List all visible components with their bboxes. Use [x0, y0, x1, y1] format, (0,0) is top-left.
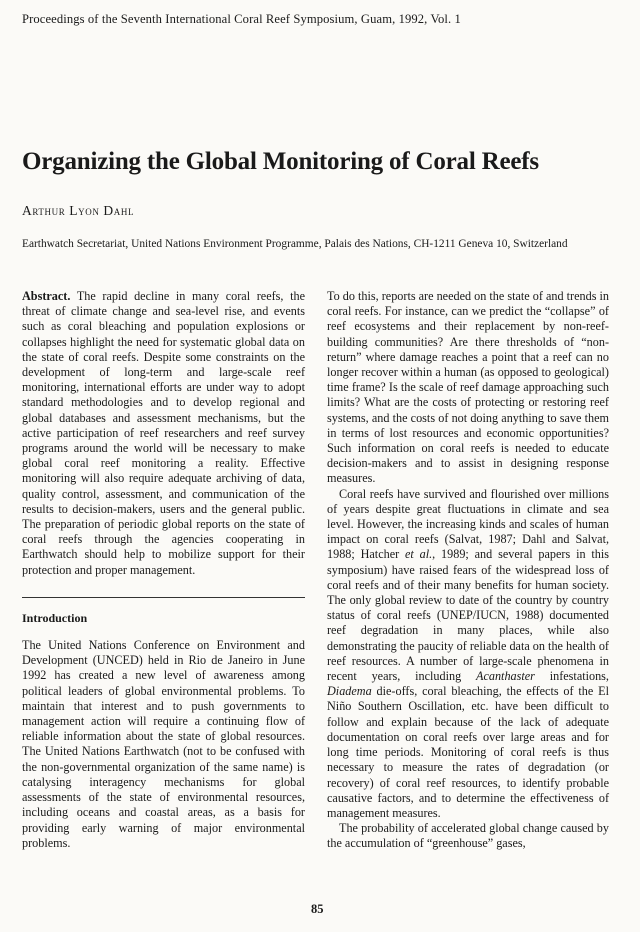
running-head: Proceedings of the Seventh International Coral Reef Symposium, Guam, 1992, Vol. 1: [22, 12, 461, 26]
author-name: Arthur Lyon Dahl: [22, 203, 135, 218]
body-paragraph-1: To do this, reports are needed on the state of and trends in coral reefs. For instance, can we predict the “collapse” of reef ecosystems and their replacement by non-reef-building communities? Are there thresholds of “non-return” where damage reaches a point that a reef can no longer recover within a human (as opposed to geological) time frame? Is the scale of reef damage approaching such limits? What are the costs of protecting or restoring reef systems, and the costs of not doing anything to save them in terms of lost resources and economic opportunities? Such information on coral reefs is needed to educate decision-makers and to assist in designing response measures.: [327, 289, 609, 486]
p2-text-d: die-offs, coral bleaching, the effects of the El Niño Southern Oscillation, etc. have been difficult to follow and explain because of the lack of adequate documentation on coral reefs over large areas and for long time periods. Monitoring of coral reefs is thus necessary to measure the rates of degradation (or recovery) of coral reef resources, to identify probable causative factors, and to determine the effectiveness of management measures.: [327, 684, 609, 820]
body-paragraph-2: [327, 487, 609, 821]
abstract-label: Abstract.: [22, 289, 71, 303]
p2-text-a: Coral reefs have survived and flourished over millions of years despite great fluctuations in climate and sea level. However, the increasing kinds and scales of human impact on coral reefs (Salvat, 1987; Dahl and Salvat, 1988; Hatcher: [327, 486, 609, 562]
article-title: Organizing the Global Monitoring of Coral Reefs: [22, 148, 539, 175]
left-column: [22, 289, 305, 851]
p2-text-c: infestations,: [534, 669, 609, 684]
page-number: 85: [311, 902, 324, 916]
italic-et-al: et al.: [405, 547, 433, 562]
right-column: [327, 289, 609, 852]
introduction-heading: Introduction: [22, 610, 88, 625]
abstract: [22, 289, 305, 578]
italic-diadema: Diadema: [327, 684, 372, 699]
body-paragraph-3: The probability of accelerated global change caused by the accumulation of “greenhouse” gases,: [327, 821, 609, 851]
section-divider: [22, 597, 305, 598]
italic-acanthaster: Acanthaster: [476, 669, 535, 684]
p2-text-b: , 1989; and several papers in this symposium) have raised fears of the widespread loss of coral reefs and of their many benefits for human society. The only global review to date of the country by country status of coral reefs (UNEP/IUCN, 1988) documented reef degradation in many places, while also demonstrating the paucity of reliable data on the health of reef resources. A number of large-scale phenomena in recent years, including: [327, 547, 609, 684]
abstract-text: The rapid decline in many coral reefs, the threat of climate change and sea-level rise, and events such as coral bleaching and population explosions or collapses highlight the need for systematic global data on the state of coral reefs. Despite some constraints on the development of long-term and large-scale reef monitoring, international efforts are under way to adopt standard methodologies and to develop regional and global databases and assessment mechanisms, but the active participation of reef researchers and reef survey programs around the world will be necessary to make global coral reef monitoring a reality. Effective monitoring will also require adequate archiving of data, quality control, assessment, and communication of the results to decision-makers, users and the general public. The preparation of periodic global reports on the state of coral reefs through the agencies cooperating in Earthwatch should help to mobilize support for their protection and proper management.: [22, 289, 305, 577]
introduction-paragraph: The United Nations Conference on Environment and Development (UNCED) held in Rio de Janeiro in June 1992 has created a new level of awareness among political leaders of global environmental problems. To maintain that interest and to push governments to management action will require a continuing flow of reliable information about the state of global resources. The United Nations Earthwatch (not to be confused with the non-governmental organization of the same name) is catalysing interagency mechanisms for global assessments of the state of environmental resources, including oceans and coastal areas, as a basis for providing early warning of major environmental problems.: [22, 638, 305, 850]
author-affiliation: Earthwatch Secretariat, United Nations Environment Programme, Palais des Nations, CH-1211 Geneva 10, Switzerland: [22, 238, 568, 250]
